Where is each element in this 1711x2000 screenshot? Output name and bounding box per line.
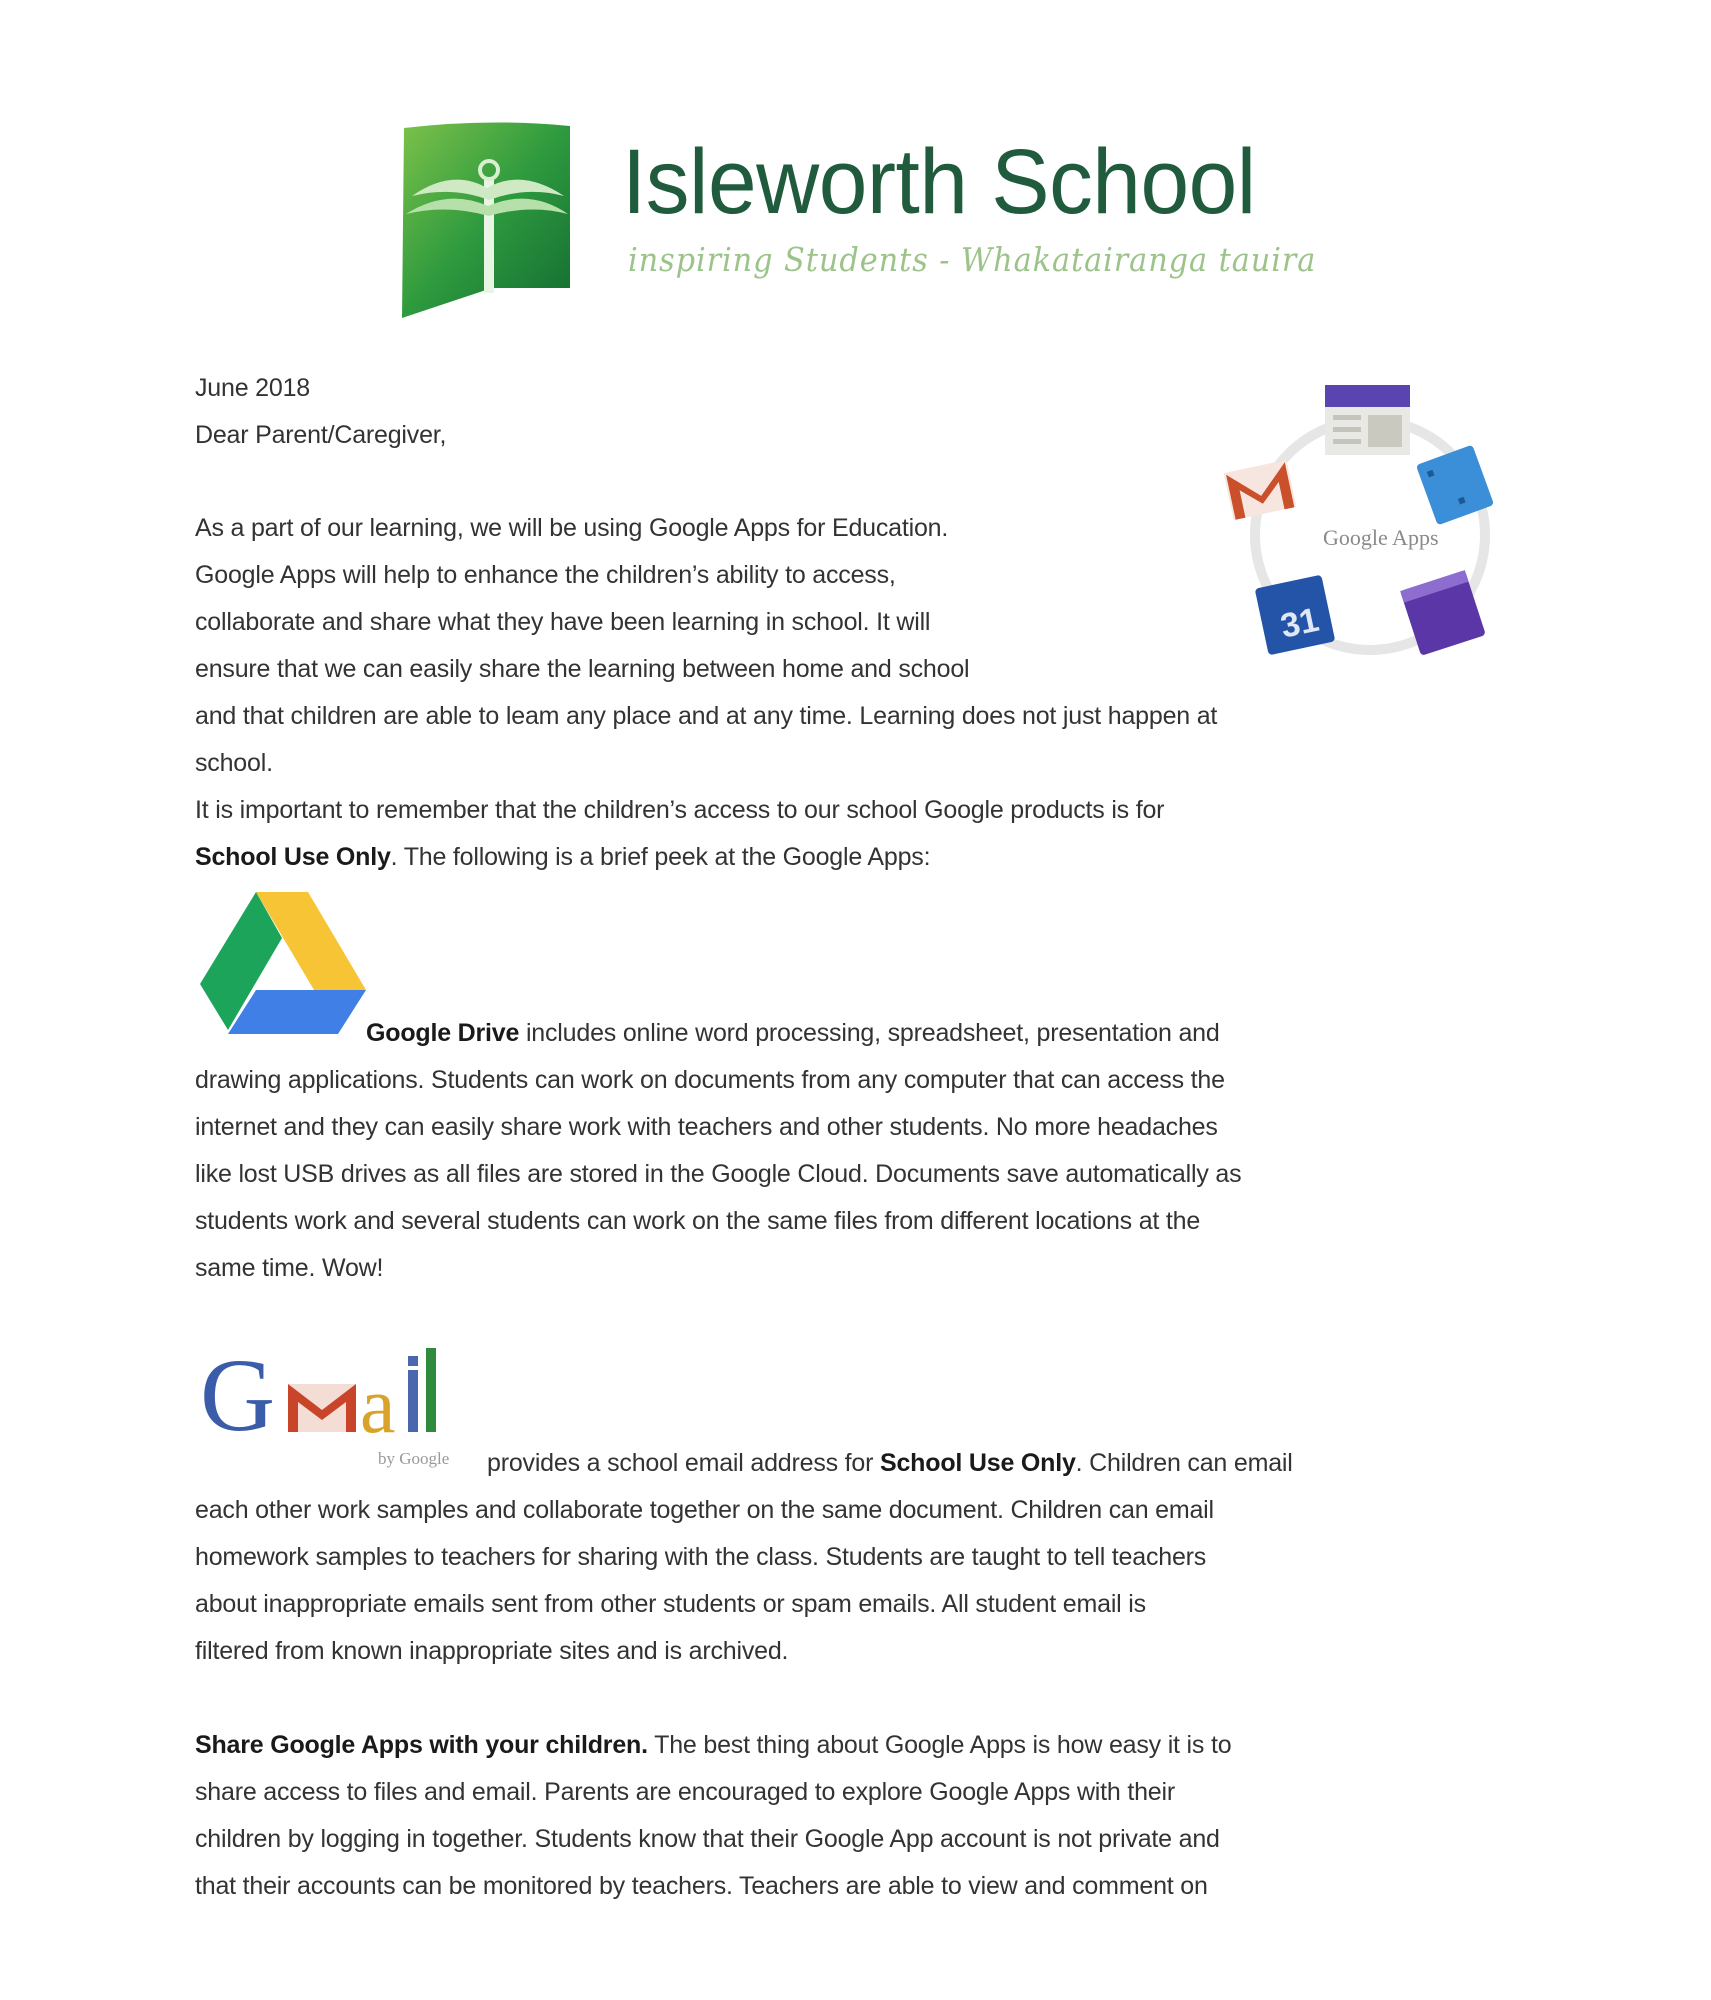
- drive-line: same time. Wow!: [195, 1254, 384, 1282]
- gmail-logo-icon: [200, 1340, 490, 1475]
- reminder-line: It is important to remember that the children’s access to our school Google products is for: [195, 796, 1165, 824]
- drive-line-1: [366, 1010, 1220, 1057]
- gmail-line: each other work samples and collaborate together on the same document. Children can email: [195, 1496, 1214, 1524]
- drive-line: drawing applications. Students can work on documents from any computer that can access the: [195, 1066, 1225, 1094]
- gmail-envelope-m: [288, 1384, 356, 1432]
- gmail-line-1: [487, 1440, 1293, 1487]
- gmail-line-1-end: . Children can email: [1075, 1449, 1293, 1477]
- gmail-icon: [1224, 460, 1297, 520]
- svg-text:a: a: [360, 1362, 396, 1450]
- intro-line: collaborate and share what they have been learning in school. It will: [195, 608, 931, 636]
- intro-line: school.: [195, 749, 273, 777]
- calendar-icon: [1255, 575, 1336, 656]
- svg-text:G: G: [200, 1340, 276, 1453]
- intro-line: Google Apps will help to enhance the children’s ability to access,: [195, 561, 896, 589]
- salutation: Dear Parent/Caregiver,: [195, 421, 447, 449]
- gmail-line: homework samples to teachers for sharing with the class. Students are taught to tell teachers: [195, 1543, 1207, 1571]
- reminder-rest: . The following is a brief peek at the Google Apps:: [390, 843, 931, 871]
- sites-icon: [1325, 385, 1410, 455]
- share-line: share access to files and email. Parents are encouraged to explore Google Apps with their: [195, 1778, 1175, 1806]
- share-line: children by logging in together. Students know that their Google App account is not private and: [195, 1825, 1220, 1853]
- school-name: Isleworth School: [622, 131, 1256, 233]
- google-drive-icon: [198, 888, 368, 1036]
- intro-line: As a part of our learning, we will be using Google Apps for Education.: [195, 514, 949, 542]
- calendar-day: 31: [1277, 600, 1323, 646]
- intro-line: ensure that we can easily share the learning between home and school: [195, 655, 970, 683]
- google-apps-graphic: [1205, 375, 1525, 665]
- google-apps-label: Google Apps: [1323, 525, 1439, 550]
- gmail-line-1-start: provides a school email address for: [487, 1449, 880, 1477]
- drive-line: internet and they can easily share work with teachers and other students. No more headaches: [195, 1113, 1218, 1141]
- share-line-1: [195, 1722, 1231, 1769]
- school-tagline: inspiring Students - Whakatairanga tauira: [628, 240, 1317, 279]
- google-drive-heading: Google Drive: [366, 1019, 520, 1047]
- share-line: that their accounts can be monitored by teachers. Teachers are able to view and comment on: [195, 1872, 1208, 1900]
- letter-date: June 2018: [195, 374, 310, 402]
- intro-line: and that children are able to leam any place and at any time. Learning does not just happen at: [195, 702, 1218, 730]
- school-use-only-emphasis: School Use Only: [880, 1449, 1076, 1477]
- drive-line: like lost USB drives as all files are stored in the Google Cloud. Documents save automatically as: [195, 1160, 1242, 1188]
- gmail-line: about inappropriate emails sent from other students or spam emails. All student email is: [195, 1590, 1146, 1618]
- drive-line: students work and several students can work on the same files from different locations at the: [195, 1207, 1201, 1235]
- school-logo-icon: [392, 118, 582, 318]
- drive-line-1-text: includes online word processing, spreadsheet, presentation and: [519, 1019, 1220, 1047]
- gmail-line: filtered from known inappropriate sites and is archived.: [195, 1637, 789, 1665]
- share-heading: Share Google Apps with your children.: [195, 1731, 648, 1759]
- school-use-only-emphasis: School Use Only: [195, 843, 391, 871]
- reminder-line-2: [195, 834, 930, 881]
- share-line-1-text: The best thing about Google Apps is how easy it is to: [647, 1731, 1232, 1759]
- gmail-byline: by Google: [378, 1449, 450, 1468]
